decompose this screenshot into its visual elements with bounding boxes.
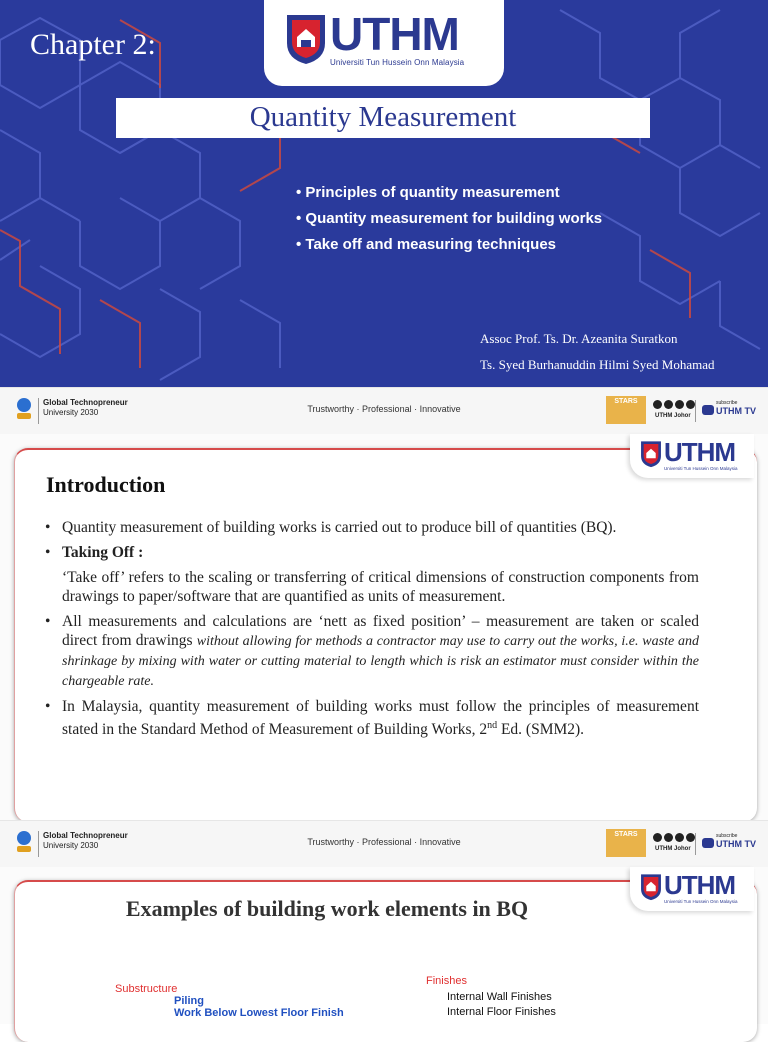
stars-badge: STARS xyxy=(606,396,646,424)
stars-badge: STARS xyxy=(606,829,646,857)
youtube-play-icon[interactable] xyxy=(702,405,714,415)
uthm-logo xyxy=(264,0,504,86)
element-item: Internal Floor Finishes xyxy=(447,1006,556,1018)
bullet-item: • Taking Off : xyxy=(45,544,144,561)
author-1: Assoc Prof. Ts. Dr. Azeanita Suratkon xyxy=(480,331,678,346)
logo-subtitle: Universiti Tun Hussein Onn Malaysia xyxy=(330,58,465,67)
section-heading: Examples of building work elements in BQ xyxy=(125,896,529,921)
uthm-johor-label: UTHM Johor xyxy=(655,846,691,852)
slide-title: Quantity Measurement xyxy=(116,98,650,138)
paragraph: ‘Take off’ refers to the scaling or transferring of critical dimensions of construction components from drawings to paper/software that are quantified as units of measurement. xyxy=(62,569,699,605)
section-heading: Introduction xyxy=(46,472,166,497)
divider xyxy=(695,833,696,855)
uthm-johor-label: UTHM Johor xyxy=(655,413,691,419)
divider xyxy=(695,400,696,422)
social-icons[interactable] xyxy=(653,400,695,409)
element-heading: Substructure xyxy=(115,983,178,995)
logo-subtitle: Universiti Tun Hussein Onn Malaysia xyxy=(664,899,738,904)
subscribe-label: subscribe xyxy=(716,833,738,839)
element-heading: Finishes xyxy=(426,975,467,987)
gt-label: Global Technopreneur University 2030 xyxy=(43,398,128,417)
tagline: Trustworthy · Professional · Innovative xyxy=(307,404,461,414)
topic-list xyxy=(296,184,602,262)
linkedin-icon[interactable] xyxy=(686,400,695,409)
footer-bar xyxy=(0,820,768,868)
uthm-shield-icon xyxy=(285,13,327,65)
intro-content xyxy=(44,518,699,745)
instagram-icon[interactable] xyxy=(664,833,673,842)
linkedin-icon[interactable] xyxy=(686,833,695,842)
facebook-icon[interactable] xyxy=(653,833,662,842)
youtube-icon[interactable] xyxy=(675,833,684,842)
element-item: Work Below Lowest Floor Finish xyxy=(174,1007,344,1019)
title-slide xyxy=(0,0,768,387)
gt-label: Global Technopreneur University 2030 xyxy=(43,831,128,850)
uthm-logo-small xyxy=(630,434,754,478)
uthm-tv-label[interactable]: UTHM TV xyxy=(716,839,756,849)
youtube-play-icon[interactable] xyxy=(702,838,714,848)
uthm-shield-icon xyxy=(640,440,662,468)
element-item: Piling xyxy=(174,995,204,1007)
social-icons[interactable] xyxy=(653,833,695,842)
youtube-icon[interactable] xyxy=(675,400,684,409)
author-2: Ts. Syed Burhanuddin Hilmi Syed Mohamad xyxy=(480,357,715,372)
subscribe-label: subscribe xyxy=(716,400,738,406)
bullet-item: • In Malaysia, quantity measurement of building works must follow the principles of measurement stated in the Standard Method of Measurement of Building Works, 2nd Ed. (SMM2). xyxy=(45,698,699,739)
uthm-tv-label[interactable]: UTHM TV xyxy=(716,406,756,416)
tagline: Trustworthy · Professional · Innovative xyxy=(307,837,461,847)
element-item: Internal Wall Finishes xyxy=(447,991,552,1003)
logo-brand: UTHM xyxy=(664,870,736,900)
logo-brand: UTHM xyxy=(330,8,459,60)
instagram-icon[interactable] xyxy=(664,400,673,409)
topic-item: • Principles of quantity measurement xyxy=(296,184,560,201)
topic-item: • Quantity measurement for building works xyxy=(296,210,603,227)
chapter-label: Chapter 2: xyxy=(30,28,156,61)
bullet-item: • All measurements and calculations are ‘nett as fixed position’ – measurement are taken or scaled direct from drawings without allowing for methods a contractor may use to carry out the works, i.e. waste and shrinkage by mixing with water or cutting material to length which is risk an estimator must consider within the chargeable rate. xyxy=(45,613,699,689)
facebook-icon[interactable] xyxy=(653,400,662,409)
bullet-item: • Quantity measurement of building works is carried out to produce bill of quantities (BQ). xyxy=(45,519,617,536)
logo-subtitle: Universiti Tun Hussein Onn Malaysia xyxy=(664,466,738,471)
footer-bar xyxy=(0,387,768,435)
logo-brand: UTHM xyxy=(664,437,736,467)
topic-item: • Take off and measuring techniques xyxy=(296,236,557,253)
